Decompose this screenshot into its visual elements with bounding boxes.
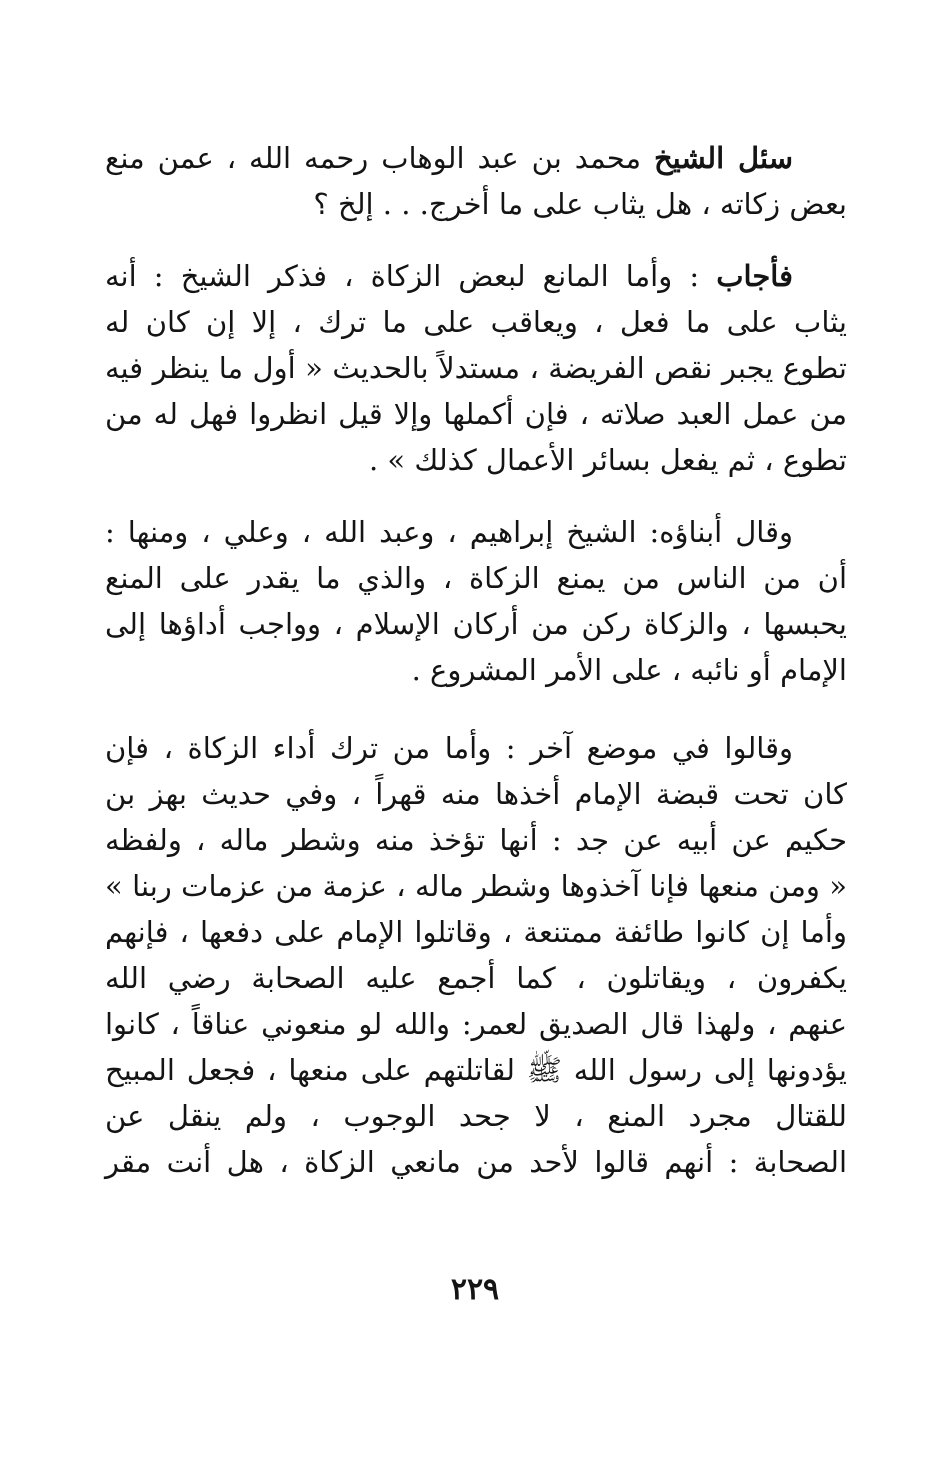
document-page-body	[105, 135, 847, 1185]
text-line: يحبسها ، والزكاة ركن من أركان الإسلام ، وواجب أداؤها إلى	[105, 607, 847, 641]
text-line: الإمام أو نائبه ، على الأمر المشروع .	[411, 653, 847, 687]
paragraph-sons-statement	[105, 509, 847, 693]
lead-word: فأجاب	[716, 259, 793, 293]
text-line: أن من الناس من يمنع الزكاة ، والذي ما يقدر على المنع	[105, 561, 847, 595]
text-line: للقتال مجرد المنع ، لا جحد الوجوب ، ولم ينقل عن	[105, 1099, 847, 1133]
text-line: يثاب على ما فعل ، ويعاقب على ما ترك ، إلا إن كان له	[105, 305, 847, 339]
paragraph-answer	[105, 253, 847, 483]
text-line: تطوع يجبر نقص الفريضة ، مستدلاً بالحديث « أول ما ينظر فيه	[105, 351, 847, 385]
lead-word: سئل الشيخ	[653, 141, 794, 175]
text-line: يكفرون ، ويقاتلون ، كما أجمع عليه الصحابة رضي الله	[105, 961, 847, 995]
text-line: الصحابة : أنهم قالوا لأحد من مانعي الزكاة ، هل أنت مقر	[105, 1145, 847, 1179]
text-line: عنهم ، ولهذا قال الصديق لعمر: والله لو منعوني عناقاً ، كانوا	[105, 1007, 847, 1041]
text-line: فأجاب : وأما المانع لبعض الزكاة ، فذكر الشيخ : أنه	[105, 259, 793, 293]
text-line: بعض زكاته ، هل يثاب على ما أخرج. . . إلخ ؟	[313, 187, 847, 221]
text-line: « ومن منعها فإنا آخذوها وشطر ماله ، عزمة من عزمات ربنا »	[105, 869, 847, 903]
text-line: وأما إن كانوا طائفة ممتنعة ، وقاتلوا الإمام على دفعها ، فإنهم	[105, 915, 847, 949]
text-line: حكيم عن أبيه عن جد : أنها تؤخذ منه وشطر ماله ، ولفظه	[105, 823, 847, 857]
paragraph-another-place	[105, 725, 847, 1185]
text-line: كان تحت قبضة الإمام أخذها منه قهراً ، وفي حديث بهز بن	[105, 777, 847, 811]
text-line: يؤدونها إلى رسول الله ﷺ لقاتلتهم على منعها ، فجعل المبيح	[105, 1053, 847, 1087]
text-line: وقال أبناؤه: الشيخ إبراهيم ، وعبد الله ، وعلي ، ومنها :	[105, 515, 793, 549]
text-line: من عمل العبد صلاته ، فإن أكملها وإلا قيل انظروا فهل له من	[105, 397, 847, 431]
text-line: وقالوا في موضع آخر : وأما من ترك أداء الزكاة ، فإن	[105, 731, 793, 765]
paragraph-question	[105, 135, 847, 227]
text-line: تطوع ، ثم يفعل بسائر الأعمال كذلك » .	[368, 443, 847, 477]
text-line: سئل الشيخ محمد بن عبد الوهاب رحمه الله ، عمن منع	[105, 141, 794, 175]
page-number: ٢٢٩	[450, 1272, 500, 1307]
